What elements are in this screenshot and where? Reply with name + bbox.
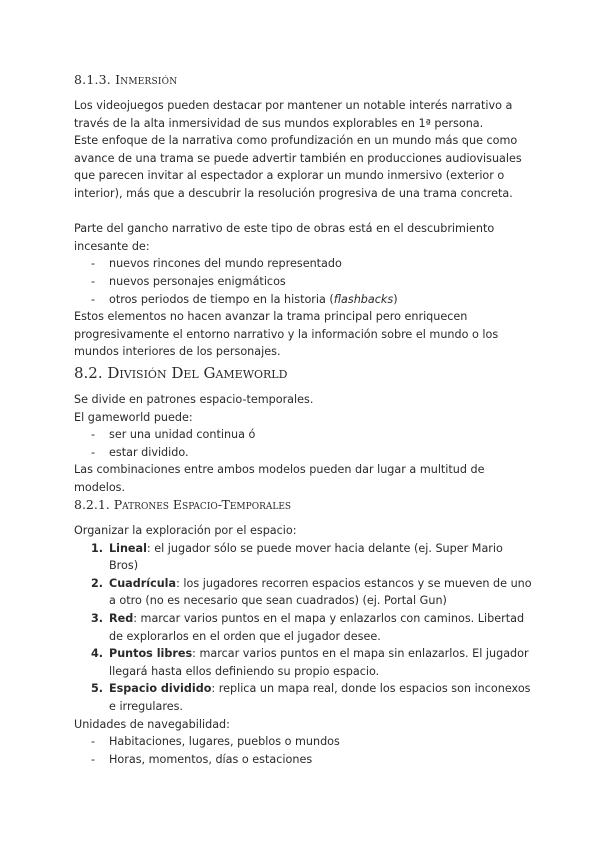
list-item: - nuevos rincones del mundo representado	[74, 255, 534, 273]
item-term: Puntos libres	[109, 647, 193, 661]
paragraph: Los videojuegos pueden destacar por mantener un notable interés narrativo a través de la alta inmersividad de sus mundos explorables en 1ª persona.	[74, 99, 513, 130]
list-item	[74, 575, 534, 610]
item-term: Cuadrícula	[109, 576, 177, 590]
section-8-1-3-body	[74, 97, 534, 361]
list-item	[74, 680, 534, 715]
discovery-list	[74, 255, 534, 308]
section-8-2-body	[74, 391, 534, 497]
item-number: 2.	[91, 576, 104, 590]
paragraph: Estos elementos no hacen avanzar la trama principal pero enriquecen progresivamente el entorno narrativo y la información sobre el mundo o los mundos interiores de los personajes.	[74, 310, 499, 359]
list-item	[74, 540, 534, 575]
heading-8-2-1: 8.2.1. Patrones Espacio-Temporales	[74, 497, 292, 512]
emphasis-text: flashbacks	[333, 292, 394, 306]
units-list	[74, 733, 534, 768]
item-text: : marcar varios puntos en el mapa y enlazarlos con caminos. Libertad de explorarlos en el orden que el jugador desee.	[109, 611, 525, 643]
paragraph: Organizar la exploración por el espacio:	[74, 524, 297, 537]
paragraph: Se divide en patrones espacio-temporales.	[74, 393, 314, 406]
list-item	[74, 610, 534, 645]
section-8-2-1-body	[74, 522, 534, 768]
item-term: Red	[109, 611, 134, 625]
paragraph: Este enfoque de la narrativa como profundización en un mundo más que como avance de una trama se puede advertir también en producciones audiovisuales que parecen invitar al espectador a explorar un mundo inmersivo (exterior o interior), más que a descubrir la resolución progresiva de una trama concreta.	[74, 134, 522, 200]
item-text: : los jugadores recorren espacios estancos y se mueven de uno a otro (no es necesario que sean cuadrados) (ej. Portal Gun)	[109, 576, 532, 608]
item-term: Lineal	[109, 541, 147, 555]
item-number: 3.	[91, 611, 104, 625]
list-item: - Horas, momentos, días o estaciones	[74, 751, 534, 769]
item-text: : marcar varios puntos en el mapa sin enlazarlos. El jugador llegará hasta ellos definiendo su propio espacio.	[109, 647, 529, 678]
item-number: 1.	[91, 541, 104, 555]
gameworld-list	[74, 426, 534, 461]
heading-8-2: 8.2. División Del Gameworld	[74, 364, 288, 382]
item-text: : replica un mapa real, donde los espacios son inconexos e irregulares.	[109, 682, 531, 713]
heading-8-1-3: 8.1.3. Inmersión	[74, 72, 178, 87]
paragraph: El gameworld puede:	[74, 410, 193, 424]
item-number: 4.	[91, 647, 104, 661]
item-text: : el jugador sólo se puede mover hacia delante (ej. Super Mario Bros)	[109, 541, 503, 573]
list-item	[74, 645, 534, 680]
list-item: - ser una unidad continua ó	[74, 426, 534, 444]
item-term: Espacio dividido	[109, 682, 212, 696]
list-item: - estar dividido.	[74, 444, 534, 462]
patterns-list	[74, 540, 534, 716]
list-item: - otros periodos de tiempo en la historia (flashbacks)	[74, 291, 534, 309]
list-item: - Habitaciones, lugares, pueblos o mundos	[74, 733, 534, 751]
list-item-text: otros periodos de tiempo en la historia	[109, 292, 326, 306]
paragraph: Parte del gancho narrativo de este tipo de obras está en el descubrimiento incesante de:	[74, 222, 495, 253]
item-number: 5.	[91, 682, 104, 696]
list-item: - nuevos personajes enigmáticos	[74, 273, 534, 291]
paragraph: Las combinaciones entre ambos modelos pueden dar lugar a multitud de modelos.	[74, 463, 485, 494]
paragraph: Unidades de navegabilidad:	[74, 717, 230, 731]
